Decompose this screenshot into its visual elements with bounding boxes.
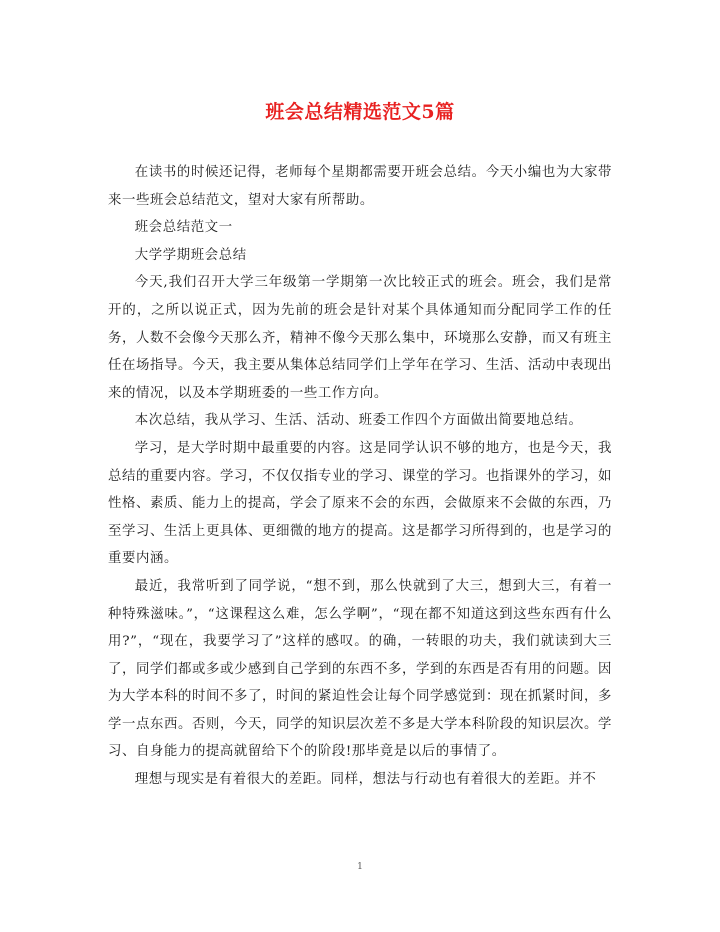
paragraph-recent: 最近，我常听到了同学说，“想不到，那么快就到了大三，想到大三，有着一种特殊滋味。”，“这课程这么难，怎么学啊”，“现在都不知道这到这些东西有什么用?”，“现在，我要学习了”这样的感叹。的确，一转眼的功夫，我们就读到大三了，同学们都或多或少感到自己学到的东西不多，学到的东西是否有用的问题。因为大学本科的时间不多了，时间的紧迫性会让每个同学感觉到：现在抓紧时间，多学一点东西。否则，今天，同学的知识层次差不多是大学本科阶段的知识层次。学习、自身能力的提高就留给下个的阶段!那毕竟是以后的事情了。 (108, 578, 612, 760)
page-number: 1 (357, 862, 363, 872)
paragraph-study: 学习，是大学时期中最重要的内容。这是同学认识不够的地方，也是今天，我总结的重要内容。学习，不仅仅指专业的学习、课堂的学习。也指课外的学习，如性格、素质、能力上的提高，学会了原来不会的东西，会做原来不会做的东西，乃至学习、生活上更具体、更细微的地方的提高。这是都学习所得到的，也是学习的重要内涵。 (108, 440, 612, 567)
paragraph-section-heading: 班会总结范文一 (134, 220, 233, 236)
paragraph-overview: 本次总结，我从学习、生活、活动、班委工作四个方面做出简要地总结。 (134, 413, 583, 429)
document-title: 班会总结精选范文5篇 (265, 101, 455, 123)
document-body (108, 159, 612, 794)
paragraph-intro: 在读书的时候还记得，老师每个星期都需要开班会总结。今天小编也为大家带来一些班会总结范文，望对大家有所帮助。 (108, 165, 612, 208)
paragraph-subheading: 大学学期班会总结 (134, 247, 247, 263)
paragraph-ideal: 理想与现实是有着很大的差距。同样，想法与行动也有着很大的差距。并不 (134, 772, 597, 788)
paragraph-opening: 今天,我们召开大学三年级第一学期第一次比较正式的班会。班会，我们是常开的，之所以说正式，因为先前的班会是针对某个具体通知而分配同学工作的任务，人数不会像今天那么齐，精神不像今天那么集中，环境那么安静，而又有班主任在场指导。今天，我主要从集体总结同学们上学年在学习、生活、活动中表现出来的情况，以及本学期班委的一些工作方向。 (108, 275, 612, 401)
